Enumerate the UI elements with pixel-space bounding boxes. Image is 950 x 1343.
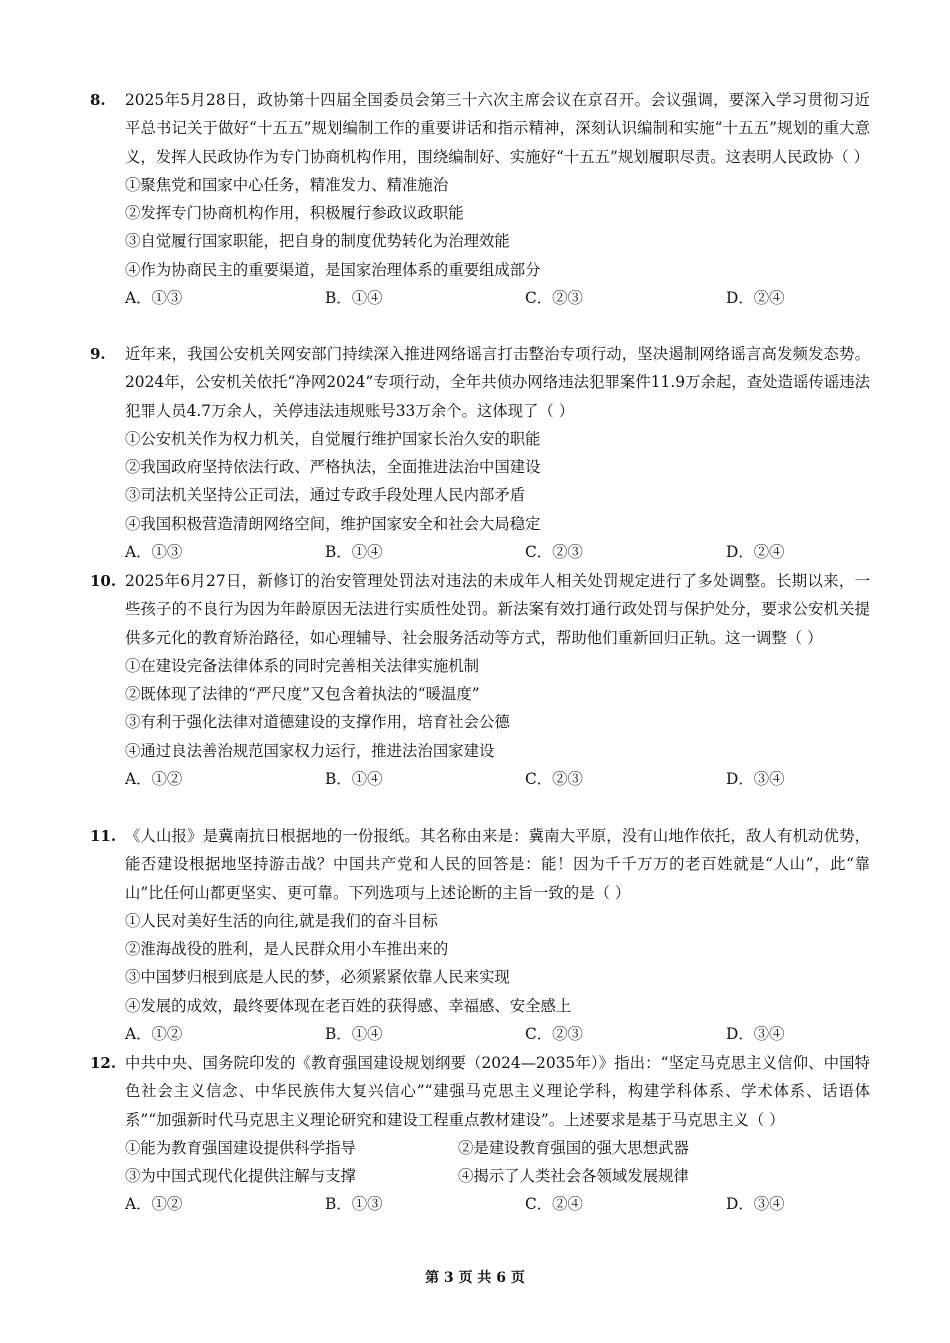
answer-choices	[125, 538, 870, 566]
statement-row	[125, 1134, 870, 1162]
page-footer: 第 3 页 共 6 页	[425, 1270, 525, 1286]
choice-d[interactable]: D．③④	[726, 1025, 785, 1044]
question-number: 9.	[90, 345, 106, 363]
question-12	[90, 1049, 870, 1219]
statement-option: ②是建设教育强国的强大思想武器	[458, 1138, 689, 1157]
choice-c[interactable]: C．②③	[525, 289, 583, 308]
statement-option: ③有利于强化法律对道德建设的支撑作用，培育社会公德	[125, 713, 510, 732]
statement-option: ①聚焦党和国家中心任务，精准发力、精准施治	[125, 175, 449, 194]
choice-c[interactable]: C．②③	[525, 543, 583, 562]
question-9	[90, 340, 870, 566]
statement-option: ③为中国式现代化提供注解与支撑	[125, 1167, 356, 1186]
statement-option: ②我国政府坚持依法行政、严格执法，全面推进法治中国建设	[125, 458, 541, 477]
question-number: 8.	[90, 91, 106, 109]
statement-option: ①人民对美好生活的向往,就是我们的奋斗目标	[125, 911, 438, 930]
statement-row	[125, 1162, 870, 1190]
choice-a[interactable]: A．①②	[125, 1025, 183, 1044]
statement-option: ②淮海战役的胜利，是人民群众用小车推出来的	[125, 940, 449, 959]
statement-option: ①公安机关作为权力机关，自觉履行维护国家长治久安的职能	[125, 429, 541, 448]
answer-choices	[125, 1020, 870, 1048]
choice-b[interactable]: B．①④	[325, 543, 383, 562]
question-stem: 《人山报》是冀南抗日根据地的一份报纸。其名称由来是：冀南大平原，没有山地作依托，敌人有机动优势，能否建设根据地坚持游击战？中国共产党和人民的回答是：能！因为千千万万的老百姓就是“人山”，此“靠山”比任何山都更坚实、更可靠。下列选项与上述论断的主旨一致的是（ ）	[125, 827, 870, 902]
question-stem: 2025年6月27日，新修订的治安管理处罚法对违法的未成年人相关处罚规定进行了多处调整。长期以来，一些孩子的不良行为因为年龄原因无法进行实质性处罚。新法案有效打通行政处罚与保护处分，要求公安机关提供多元化的教育矫治路径，如心理辅导、社会服务活动等方式，帮助他们重新回归正轨。这一调整（ ）	[125, 572, 870, 647]
question-stem: 中共中央、国务院印发的《教育强国建设规划纲要（2024—2035年）》指出：“坚定马克思主义信仰、中国特色社会主义信念、中华民族伟大复兴信心”“建强马克思主义理论学科，构建学科体系、学术体系、话语体系”“加强新时代马克思主义理论研究和建设工程重点教材建设”。上述要求是基于马克思主义（ ）	[125, 1054, 870, 1129]
statement-option: ②发挥专门协商机构作用，积极履行参政议政职能	[125, 204, 464, 223]
statement-option: ④发展的成效，最终要体现在老百姓的获得感、幸福感、安全感上	[125, 996, 572, 1015]
choice-c[interactable]: C．②③	[525, 770, 583, 789]
answer-choices	[125, 1190, 870, 1218]
question-10	[90, 567, 870, 793]
statement-option: ④我国积极营造清朗网络空间，维护国家安全和社会大局稳定	[125, 514, 541, 533]
choice-d[interactable]: D．②④	[726, 543, 785, 562]
choice-d[interactable]: D．③④	[726, 1195, 785, 1214]
question-number: 12.	[90, 1054, 117, 1072]
statement-option: ①能为教育强国建设提供科学指导	[125, 1138, 356, 1157]
statement-option: ④通过良法善治规范国家权力运行，推进法治国家建设	[125, 741, 495, 760]
statement-option: ③司法机关坚持公正司法，通过专政手段处理人民内部矛盾	[125, 486, 526, 505]
question-11	[90, 822, 870, 1048]
statement-option: ④作为协商民主的重要渠道，是国家治理体系的重要组成部分	[125, 260, 541, 279]
statement-option: ③自觉履行国家职能，把自身的制度优势转化为治理效能	[125, 232, 510, 251]
choice-c[interactable]: C．②③	[525, 1025, 583, 1044]
choice-c[interactable]: C．②④	[525, 1195, 583, 1214]
choice-b[interactable]: B．①④	[325, 1025, 383, 1044]
choice-b[interactable]: B．①④	[325, 770, 383, 789]
statement-option: ②既体现了法律的“严尺度”又包含着执法的“暖温度”	[125, 685, 480, 704]
choice-a[interactable]: A．①③	[125, 543, 183, 562]
question-number: 10.	[90, 572, 117, 590]
choice-a[interactable]: A．①②	[125, 770, 183, 789]
question-stem: 近年来，我国公安机关网安部门持续深入推进网络谣言打击整治专项行动，坚决遏制网络谣言高发频发态势。2024年，公安机关依托“净网2024”专项行动，全年共侦办网络违法犯罪案件11.9万余起，查处造谣传谣违法犯罪人员4.7万余人，关停违法违规账号33万余个。这体现了（ ）	[125, 345, 870, 420]
choice-b[interactable]: B．①④	[325, 289, 383, 308]
statement-option: ③中国梦归根到底是人民的梦，必须紧紧依靠人民来实现	[125, 968, 510, 987]
choice-a[interactable]: A．①②	[125, 1195, 183, 1214]
choice-d[interactable]: D．②④	[726, 289, 785, 308]
statement-option: ①在建设完备法律体系的同时完善相关法律实施机制	[125, 656, 479, 675]
question-stem: 2025年5月28日，政协第十四届全国委员会第三十六次主席会议在京召开。会议强调，要深入学习贯彻习近平总书记关于做好“十五五”规划编制工作的重要讲话和指示精神，深刻认识编制和实施“十五五”规划的重大意义，发挥人民政协作为专门协商机构作用，围绕编制好、实施好“十五五”规划履职尽责。这表明人民政协（ ）	[125, 91, 870, 166]
choice-a[interactable]: A．①③	[125, 289, 183, 308]
choice-b[interactable]: B．①③	[325, 1195, 383, 1214]
choice-d[interactable]: D．③④	[726, 770, 785, 789]
question-number: 11.	[90, 827, 117, 845]
statement-option: ④揭示了人类社会各领域发展规律	[458, 1167, 689, 1186]
answer-choices	[125, 284, 870, 312]
question-8	[90, 86, 870, 312]
answer-choices	[125, 765, 870, 793]
